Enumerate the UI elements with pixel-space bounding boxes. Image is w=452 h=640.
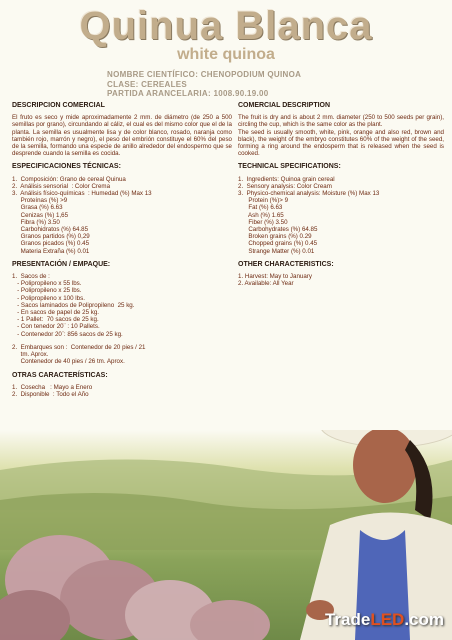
commercial-description-text-es: El fruto es seco y mide aproximadamente 2 mm. de diámetro (de 250 a 500 semillas por grano), circundando al cáliz, el cual es del mismo color que el de la planta. La semilla es usualmente lisa y de color blanco, rosado, naranja como también rojo, marrón y negro), el peso del embrión constituye el 60% del peso de la semilla, formando una especie de anillo alrededor del endospermo que se desprende cuando la semilla es cocida. [12, 114, 232, 158]
page-subtitle: white quinoa [177, 46, 275, 63]
technical-specs-heading-en: TECHNICAL SPECIFICATIONS: [238, 163, 341, 171]
other-characteristics-list-en: 1. Harvest: May to January 2. Available: All Year [238, 273, 312, 288]
commercial-description-heading-es: DESCRIPCION COMERCIAL [12, 102, 105, 109]
commercial-description-heading-en: COMERCIAL DESCRIPTION [238, 102, 331, 109]
product-meta [107, 70, 301, 99]
packaging-list-es: 1. Sacos de : - Polipropileno x 55 lbs. - Polipropileno x 25 lbs. - Polipropileno x 100 lbs. - Sacos laminados de Polipropileno 25 kg. - En sacos de papel de 25 kg. - 1 Pallet: 70 sacos de 25 kg. - Con tenedor 20¨ : 10 Pallets. - Contenedor 20¨: 856 sacos de 25 kg. [12, 273, 135, 338]
technical-specs-heading-es: ESPECIFICACIONES TÉCNICAS: [12, 163, 121, 171]
tariff-code: PARTIDA ARANCELARIA: 1008.90.19.00 [107, 89, 269, 98]
english-column [238, 102, 444, 293]
field-photo-background [0, 430, 452, 640]
farmer-illustration [0, 430, 452, 640]
tradeled-watermark: TradeLED.com [324, 610, 444, 629]
other-characteristics-heading-en: OTHER CHARACTERISTICS: [238, 260, 334, 268]
scientific-name: NOMBRE CIENTÍFICO: CHENOPODIUM QUINOA [107, 70, 302, 79]
other-characteristics-heading-es: OTRAS CARACTERÍSTICAS: [12, 371, 108, 379]
technical-specs-list-es: 1. Composición: Grano de cereal Quinua 2. Análisis sensorial : Color Crema 3. Análisis físico-químicas : Humedad (%) Max 13 Proteínas (%) >9 Grasa (%) 6.63 Cenizas (%) 1,65 Fibra (%) 3.50 Carbohidratos (%) 64.85 Granos partidos (%) 0,29 Granos picados (%) 0.45 Materia Extraña (%) 0.01 [12, 175, 152, 255]
page-title: Quinua Blanca [79, 4, 373, 48]
technical-specs-list-en: 1. Ingredients: Quinoa grain cereal 2. Sensory analysis: Color Cream 3. Physico-chemical analysis: Moisture (%) Max 13 Protein (%)> 9 Fat (%) 6.63 Ash (%) 1.65 Fiber (%) 3.50 Carbohydrates (%) 64.85 Broken grains (%) 0.29 Chopped grains (%) 0.45 Strange Matter (%) 0.01 [238, 175, 380, 255]
commercial-description-text-en: The fruit is dry and is about 2 mm. diameter (250 to 500 seeds per grain), circling the cup, which is the same color as the plant. The seed is usually smooth, white, pink, orange and also red, brown and black), the weight of the embryo constitutes 60% of the weight of the seed, forming a ring around the endosperm that is released when the seed is cooked. [238, 114, 444, 158]
shipments-list-es: 2. Embarques son : Contenedor de 20 pies / 21 tm. Aprox. Contenedor de 40 pies / 26 tm. Aprox. [12, 343, 146, 366]
other-characteristics-list-es: 1. Cosecha : Mayo a Enero 2. Disponible : Todo el Año [12, 383, 93, 398]
spanish-column [12, 102, 232, 404]
product-class: CLASE: CEREALES [107, 79, 188, 89]
packaging-heading-es: PRESENTACIÓN / EMPAQUE: [12, 260, 111, 268]
